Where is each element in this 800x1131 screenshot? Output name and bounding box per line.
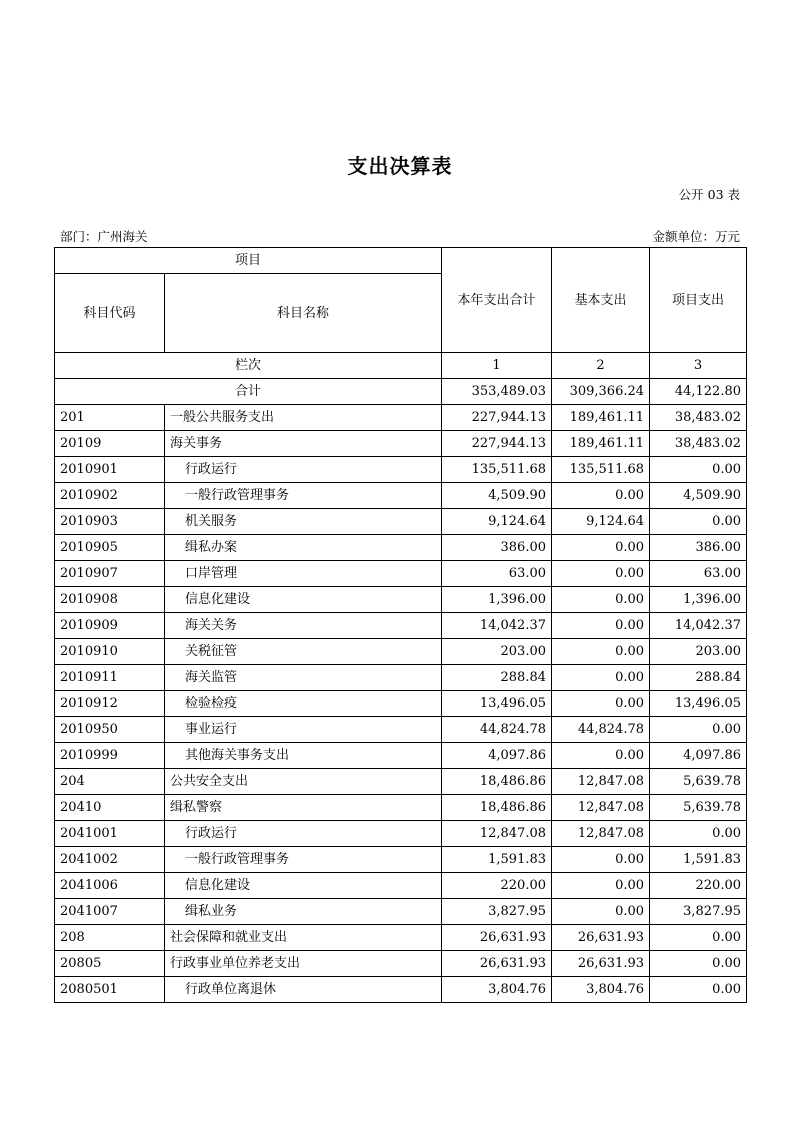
subject-code: 2041007 — [55, 899, 165, 925]
table-row — [55, 977, 747, 1003]
table-row — [55, 639, 747, 665]
column-number-row — [55, 353, 747, 379]
subject-name: 行政运行 — [165, 821, 442, 847]
project-expense: 203.00 — [650, 639, 747, 665]
basic-expense: 0.00 — [552, 483, 650, 509]
subject-name: 一般行政管理事务 — [165, 847, 442, 873]
subject-code: 20410 — [55, 795, 165, 821]
project-expense: 0.00 — [650, 951, 747, 977]
sum-basic: 309,366.24 — [552, 379, 650, 405]
basic-expense: 0.00 — [552, 613, 650, 639]
subject-name: 一般行政管理事务 — [165, 483, 442, 509]
total-expense: 135,511.68 — [442, 457, 552, 483]
subject-code: 2080501 — [55, 977, 165, 1003]
col-no-label: 栏次 — [55, 353, 442, 379]
header-total: 本年支出合计 — [442, 248, 552, 353]
project-expense: 0.00 — [650, 509, 747, 535]
total-expense: 44,824.78 — [442, 717, 552, 743]
subject-code: 2041006 — [55, 873, 165, 899]
project-expense: 14,042.37 — [650, 613, 747, 639]
expenditure-table — [54, 247, 747, 1003]
subject-name: 信息化建设 — [165, 873, 442, 899]
table-row — [55, 717, 747, 743]
project-expense: 0.00 — [650, 925, 747, 951]
subject-code: 2010909 — [55, 613, 165, 639]
subject-name: 缉私办案 — [165, 535, 442, 561]
unit-label: 金额单位：万元 — [652, 229, 740, 244]
subject-code: 208 — [55, 925, 165, 951]
subject-code: 2041002 — [55, 847, 165, 873]
sum-project: 44,122.80 — [650, 379, 747, 405]
sum-label: 合计 — [55, 379, 442, 405]
project-expense: 4,097.86 — [650, 743, 747, 769]
basic-expense: 0.00 — [552, 535, 650, 561]
basic-expense: 0.00 — [552, 587, 650, 613]
project-expense: 0.00 — [650, 457, 747, 483]
subject-name: 缉私业务 — [165, 899, 442, 925]
total-expense: 4,509.90 — [442, 483, 552, 509]
project-expense: 63.00 — [650, 561, 747, 587]
table-row — [55, 691, 747, 717]
subject-code: 2010911 — [55, 665, 165, 691]
project-expense: 0.00 — [650, 821, 747, 847]
header-code: 科目代码 — [55, 274, 165, 353]
project-expense: 1,591.83 — [650, 847, 747, 873]
col-no-2: 2 — [552, 353, 650, 379]
project-expense: 0.00 — [650, 977, 747, 1003]
subject-name: 缉私警察 — [165, 795, 442, 821]
department-label: 部门：广州海关 — [60, 229, 148, 244]
table-row — [55, 483, 747, 509]
basic-expense: 189,461.11 — [552, 405, 650, 431]
project-expense: 38,483.02 — [650, 431, 747, 457]
project-expense: 13,496.05 — [650, 691, 747, 717]
subject-name: 机关服务 — [165, 509, 442, 535]
basic-expense: 0.00 — [552, 665, 650, 691]
subject-name: 海关监管 — [165, 665, 442, 691]
subject-name: 行政运行 — [165, 457, 442, 483]
total-expense: 4,097.86 — [442, 743, 552, 769]
subject-name: 口岸管理 — [165, 561, 442, 587]
subject-name: 社会保障和就业支出 — [165, 925, 442, 951]
basic-expense: 9,124.64 — [552, 509, 650, 535]
table-row — [55, 535, 747, 561]
subject-code: 2010999 — [55, 743, 165, 769]
table-row — [55, 457, 747, 483]
total-expense: 227,944.13 — [442, 431, 552, 457]
subject-name: 海关事务 — [165, 431, 442, 457]
subject-name: 检验检疫 — [165, 691, 442, 717]
table-row — [55, 405, 747, 431]
form-number: 公开 03 表 — [678, 187, 740, 202]
total-expense: 1,396.00 — [442, 587, 552, 613]
header-project: 项目支出 — [650, 248, 747, 353]
subject-code: 2041001 — [55, 821, 165, 847]
table-row — [55, 613, 747, 639]
basic-expense: 0.00 — [552, 639, 650, 665]
basic-expense: 0.00 — [552, 561, 650, 587]
subject-code: 20109 — [55, 431, 165, 457]
total-expense: 3,804.76 — [442, 977, 552, 1003]
basic-expense: 0.00 — [552, 873, 650, 899]
total-expense: 12,847.08 — [442, 821, 552, 847]
total-expense: 386.00 — [442, 535, 552, 561]
subject-code: 201 — [55, 405, 165, 431]
subject-name: 其他海关事务支出 — [165, 743, 442, 769]
basic-expense: 0.00 — [552, 847, 650, 873]
project-expense: 5,639.78 — [650, 795, 747, 821]
basic-expense: 189,461.11 — [552, 431, 650, 457]
total-expense: 63.00 — [442, 561, 552, 587]
project-expense: 3,827.95 — [650, 899, 747, 925]
basic-expense: 3,804.76 — [552, 977, 650, 1003]
project-expense: 38,483.02 — [650, 405, 747, 431]
subject-code: 2010903 — [55, 509, 165, 535]
header-item: 项目 — [55, 248, 442, 274]
subject-name: 信息化建设 — [165, 587, 442, 613]
table-row — [55, 847, 747, 873]
table-row — [55, 795, 747, 821]
table-row — [55, 821, 747, 847]
total-expense: 18,486.86 — [442, 795, 552, 821]
basic-expense: 135,511.68 — [552, 457, 650, 483]
subject-code: 20805 — [55, 951, 165, 977]
project-expense: 386.00 — [650, 535, 747, 561]
total-expense: 3,827.95 — [442, 899, 552, 925]
table-row — [55, 925, 747, 951]
table-row — [55, 561, 747, 587]
subject-name: 海关关务 — [165, 613, 442, 639]
basic-expense: 44,824.78 — [552, 717, 650, 743]
total-expense: 13,496.05 — [442, 691, 552, 717]
subject-name: 关税征管 — [165, 639, 442, 665]
basic-expense: 26,631.93 — [552, 925, 650, 951]
total-expense: 203.00 — [442, 639, 552, 665]
header-basic: 基本支出 — [552, 248, 650, 353]
subject-name: 一般公共服务支出 — [165, 405, 442, 431]
table-row — [55, 951, 747, 977]
total-expense: 18,486.86 — [442, 769, 552, 795]
subject-code: 2010908 — [55, 587, 165, 613]
project-expense: 220.00 — [650, 873, 747, 899]
subject-code: 2010901 — [55, 457, 165, 483]
table-row — [55, 769, 747, 795]
basic-expense: 0.00 — [552, 743, 650, 769]
project-expense: 0.00 — [650, 717, 747, 743]
page-title: 支出决算表 — [347, 154, 453, 178]
subject-code: 2010902 — [55, 483, 165, 509]
project-expense: 288.84 — [650, 665, 747, 691]
subject-code: 2010905 — [55, 535, 165, 561]
total-expense: 26,631.93 — [442, 951, 552, 977]
total-expense: 26,631.93 — [442, 925, 552, 951]
total-expense: 1,591.83 — [442, 847, 552, 873]
project-expense: 5,639.78 — [650, 769, 747, 795]
total-expense: 220.00 — [442, 873, 552, 899]
subject-name: 事业运行 — [165, 717, 442, 743]
basic-expense: 26,631.93 — [552, 951, 650, 977]
basic-expense: 12,847.08 — [552, 821, 650, 847]
project-expense: 1,396.00 — [650, 587, 747, 613]
basic-expense: 0.00 — [552, 691, 650, 717]
subject-code: 2010950 — [55, 717, 165, 743]
table-row — [55, 665, 747, 691]
table-row — [55, 509, 747, 535]
sum-row — [55, 379, 747, 405]
total-expense: 9,124.64 — [442, 509, 552, 535]
col-no-3: 3 — [650, 353, 747, 379]
col-no-1: 1 — [442, 353, 552, 379]
total-expense: 14,042.37 — [442, 613, 552, 639]
subject-code: 204 — [55, 769, 165, 795]
project-expense: 4,509.90 — [650, 483, 747, 509]
subject-code: 2010912 — [55, 691, 165, 717]
subject-name: 行政单位离退休 — [165, 977, 442, 1003]
total-expense: 288.84 — [442, 665, 552, 691]
table-row — [55, 899, 747, 925]
subject-code: 2010907 — [55, 561, 165, 587]
table-row — [55, 431, 747, 457]
basic-expense: 12,847.08 — [552, 769, 650, 795]
subject-name: 公共安全支出 — [165, 769, 442, 795]
basic-expense: 12,847.08 — [552, 795, 650, 821]
table-row — [55, 873, 747, 899]
header-row-1 — [55, 248, 747, 274]
header-name: 科目名称 — [165, 274, 442, 353]
total-expense: 227,944.13 — [442, 405, 552, 431]
basic-expense: 0.00 — [552, 899, 650, 925]
sum-total: 353,489.03 — [442, 379, 552, 405]
subject-code: 2010910 — [55, 639, 165, 665]
table-row — [55, 743, 747, 769]
subject-name: 行政事业单位养老支出 — [165, 951, 442, 977]
table-row — [55, 587, 747, 613]
